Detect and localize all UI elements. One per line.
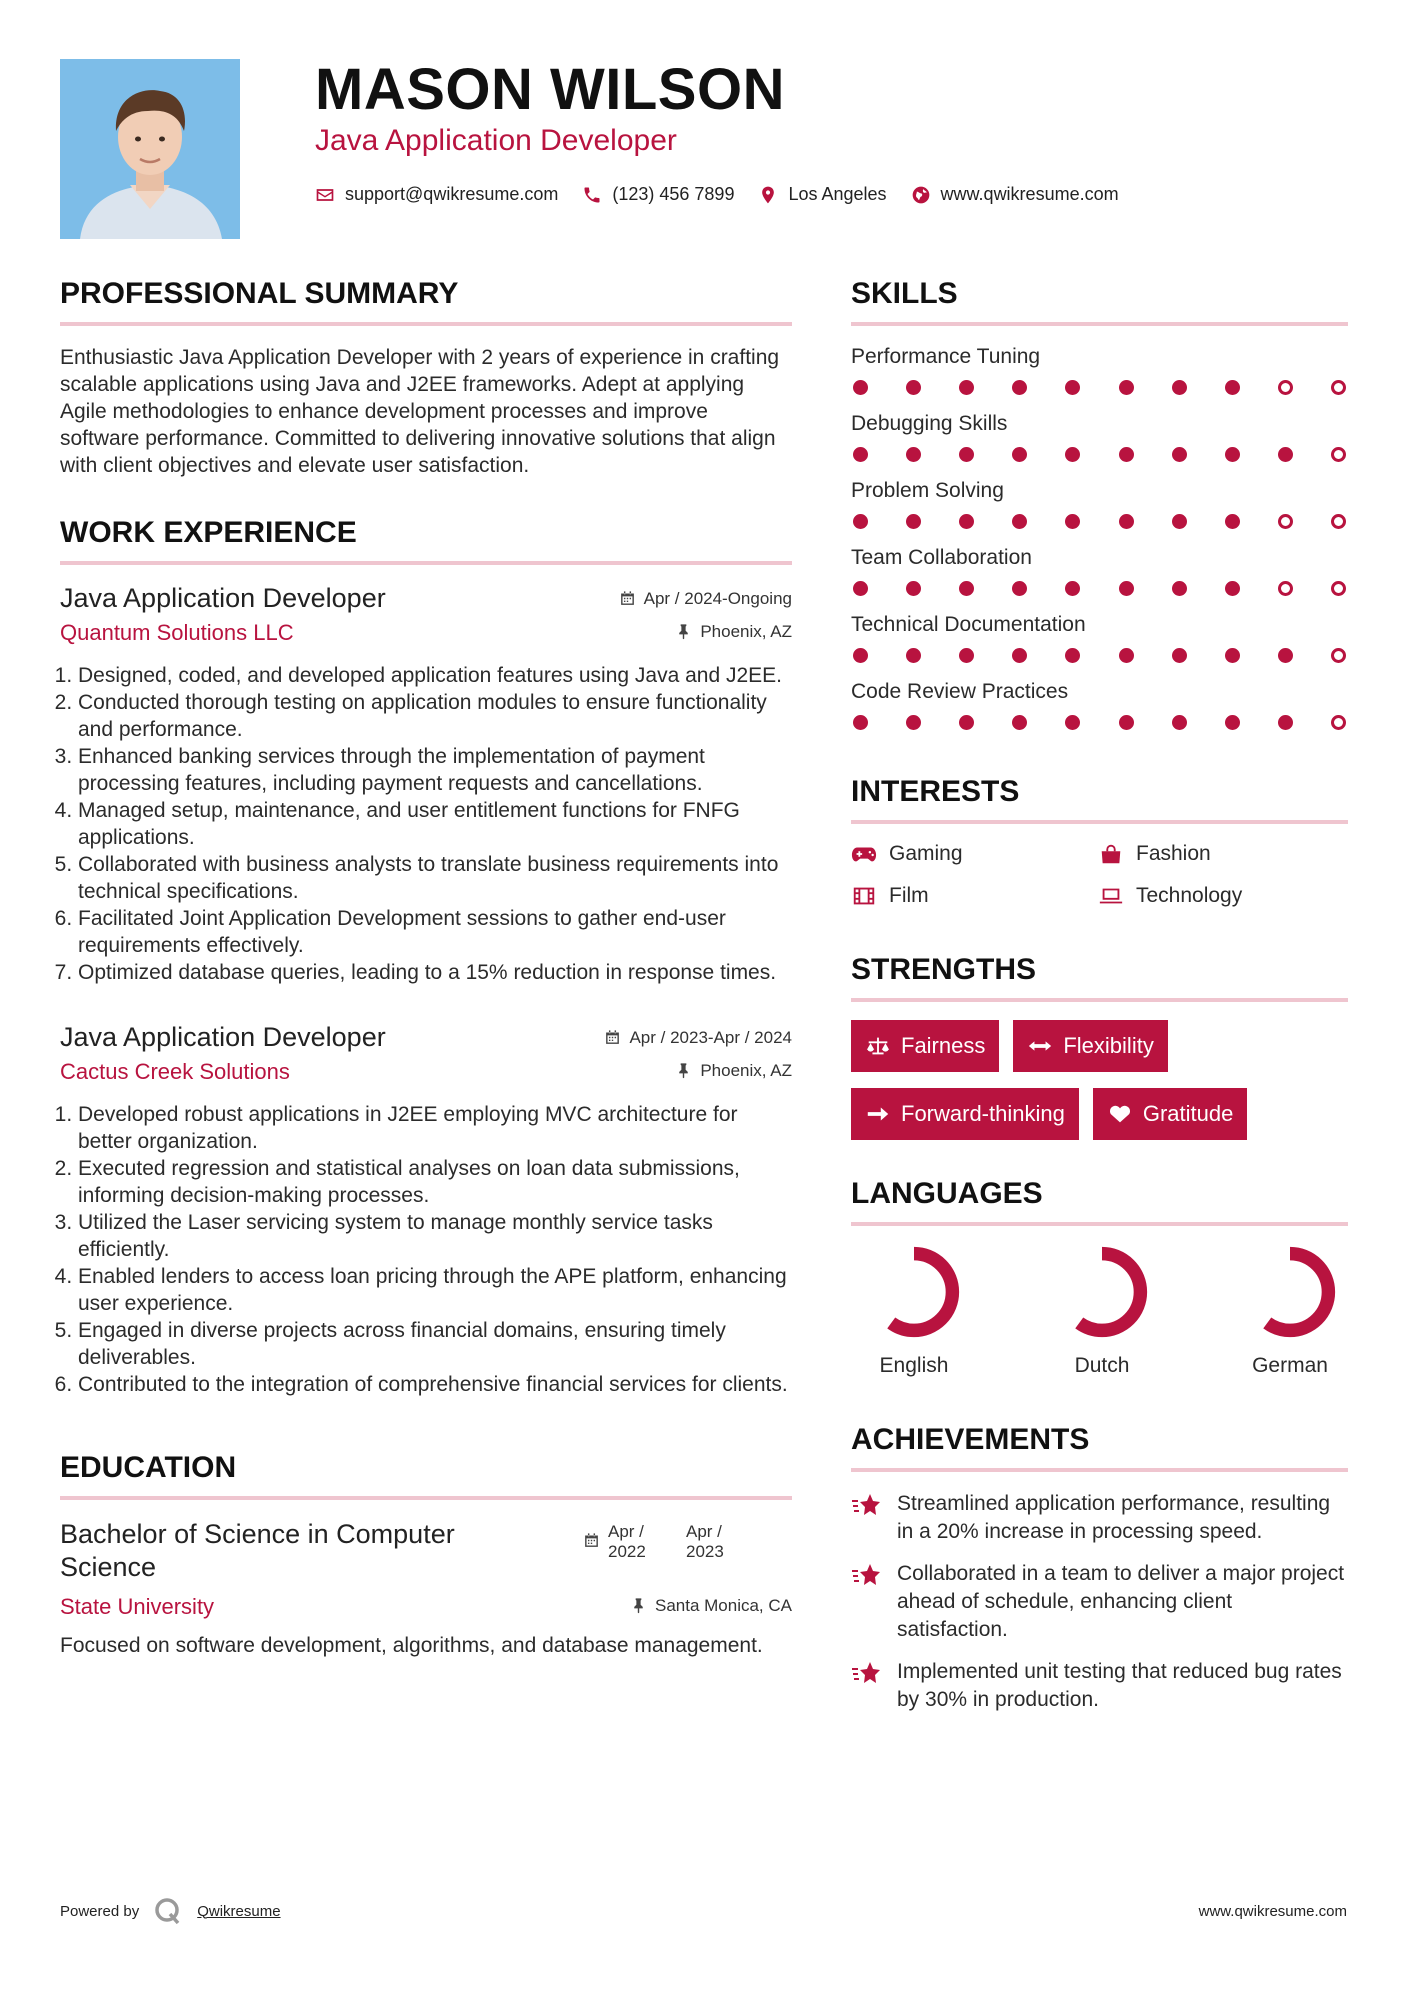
interest-label: Fashion [1136, 842, 1211, 865]
rating-dot-filled [1119, 447, 1134, 462]
section-title: STRENGTHS [851, 953, 1037, 986]
section-divider [60, 1496, 792, 1500]
rating-dot-filled [1065, 581, 1080, 596]
laptop-icon [1098, 885, 1124, 907]
interests-list [851, 842, 1348, 908]
rating-dot-filled [1012, 514, 1027, 529]
section-title: ACHIEVEMENTS [851, 1423, 1090, 1456]
phone-text: (123) 456 7899 [612, 184, 735, 204]
arrow-right-icon [865, 1103, 891, 1125]
strength-label: Gratitude [1142, 1101, 1234, 1126]
qwikresume-logo-icon [153, 1896, 183, 1926]
list-item: 6. Facilitated Joint Application Development sessions to gather end-user requirements effectively. [78, 905, 792, 959]
skills-list [851, 344, 1348, 730]
section-divider [60, 561, 792, 565]
achievement-text: Implemented unit testing that reduced bug rates by 30% in production. [897, 1660, 1342, 1711]
rating-dot-filled [959, 380, 974, 395]
interests-section [851, 774, 1348, 908]
job-date [604, 1028, 792, 1048]
job-entry [60, 583, 792, 986]
rating-dot-filled [1065, 447, 1080, 462]
list-item: 5. Engaged in diverse projects across financial domains, ensuring timely deliverables. [78, 1317, 792, 1371]
rating-dot-filled [1225, 715, 1240, 730]
education-end: Apr / 2023 [686, 1522, 724, 1561]
interest-label: Technology [1136, 884, 1243, 907]
strength-tag [851, 1088, 1079, 1140]
school-location-text: Santa Monica, CA [654, 1595, 792, 1615]
education-description: Focused on software development, algorithms, and database management. [60, 1634, 763, 1657]
language-level-arc [1064, 1254, 1141, 1331]
rating-dot-filled [853, 581, 868, 596]
skill-rating [851, 581, 1348, 596]
skill-item [851, 545, 1348, 596]
language-name: Dutch [1074, 1354, 1130, 1377]
language-level-arc [1252, 1254, 1329, 1331]
summary-text: Enthusiastic Java Application Developer with 2 years of experience in crafting scalable applications using Java and J2EE frameworks. Adept at applying Agile methodologies to enhance development processes and improve software performance. Committed to delivering innovative solutions that align with client objectives and elevate user satisfaction. [60, 346, 780, 477]
rating-dot-filled [1119, 715, 1134, 730]
languages-section [851, 1176, 1348, 1378]
section-title: LANGUAGES [851, 1177, 1043, 1210]
rating-dot-filled [1065, 648, 1080, 663]
contact-email[interactable] [315, 184, 558, 205]
contact-website[interactable] [911, 184, 1119, 205]
film-icon [851, 885, 877, 907]
languages-list [851, 1244, 1348, 1378]
rating-dot-filled [1278, 447, 1293, 462]
rating-dot-empty [1331, 447, 1346, 462]
candidate-name: MASON WILSON [315, 57, 785, 122]
interest-item [1098, 884, 1345, 908]
rating-dot-empty [1331, 380, 1346, 395]
envelope-icon [315, 185, 335, 205]
rating-dot-empty [1278, 581, 1293, 596]
rating-dot-filled [1225, 380, 1240, 395]
rating-dot-filled [1172, 447, 1187, 462]
rating-dot-filled [1172, 514, 1187, 529]
rating-dot-filled [1278, 648, 1293, 663]
skills-section [851, 276, 1348, 730]
email-text: support@qwikresume.com [345, 184, 559, 204]
rating-dot-filled [906, 648, 921, 663]
pushpin-icon [630, 1597, 647, 1614]
rating-dot-filled [853, 447, 868, 462]
job-bullets [60, 662, 792, 986]
job-location [675, 622, 792, 642]
resume-header [315, 58, 1347, 205]
gamepad-icon [851, 843, 877, 865]
rating-dot-filled [906, 447, 921, 462]
rating-dot-filled [906, 581, 921, 596]
skill-name: Code Review Practices [851, 680, 1069, 703]
rating-dot-filled [1172, 715, 1187, 730]
section-divider [851, 820, 1348, 824]
language-name: English [879, 1354, 949, 1377]
skill-item [851, 344, 1348, 395]
globe-icon [911, 185, 931, 205]
language-item [1047, 1244, 1157, 1378]
rating-dot-filled [1119, 380, 1134, 395]
rating-dot-filled [853, 514, 868, 529]
strength-tag [1013, 1020, 1167, 1072]
section-title: WORK EXPERIENCE [60, 516, 357, 549]
portrait-illustration [60, 59, 240, 239]
rating-dot-filled [959, 447, 974, 462]
language-level-ring [1242, 1244, 1338, 1340]
section-divider [60, 322, 792, 326]
achievement-item [851, 1658, 1348, 1714]
location-text: Los Angeles [788, 184, 887, 204]
skill-rating [851, 514, 1348, 529]
star-icon [851, 1660, 883, 1686]
company-name: Quantum Solutions LLC [60, 620, 294, 645]
degree-title: Bachelor of Science in Computer Science [60, 1519, 455, 1582]
heart-icon [1107, 1103, 1133, 1125]
star-icon [851, 1562, 883, 1588]
phone-icon [582, 185, 602, 205]
list-item: 3. Enhanced banking services through the implementation of payment processing features, including payment requests and cancellations. [78, 743, 792, 797]
interest-item [1098, 842, 1345, 866]
rating-dot-filled [959, 648, 974, 663]
list-item: 4. Managed setup, maintenance, and user entitlement functions for FNFG applications. [78, 797, 792, 851]
balance-scale-icon [865, 1035, 891, 1057]
section-title: SKILLS [851, 277, 958, 310]
strength-label: Fairness [901, 1033, 986, 1058]
skill-item [851, 679, 1348, 730]
skill-name: Team Collaboration [851, 546, 1032, 569]
rating-dot-filled [1065, 715, 1080, 730]
list-item: 7. Optimized database queries, leading to a 15% reduction in response times. [78, 959, 792, 986]
rating-dot-filled [1012, 581, 1027, 596]
job-title: Java Application Developer [60, 583, 386, 613]
rating-dot-filled [853, 380, 868, 395]
list-item: 2. Conducted thorough testing on application modules to ensure functionality and performance. [78, 689, 792, 743]
rating-dot-filled [1119, 581, 1134, 596]
list-item: 1. Developed robust applications in J2EE employing MVC architecture for better organization. [78, 1101, 792, 1155]
interest-item [851, 884, 1098, 908]
job-date-text: Apr / 2024-Ongoing [643, 588, 792, 608]
skill-item [851, 612, 1348, 663]
right-column [851, 276, 1348, 1728]
skill-item [851, 411, 1348, 462]
rating-dot-filled [1065, 514, 1080, 529]
section-divider [851, 1222, 1348, 1226]
rating-dot-filled [959, 514, 974, 529]
powered-by-text: Powered by [60, 1902, 140, 1920]
language-item [859, 1244, 969, 1378]
language-item [1235, 1244, 1345, 1378]
candidate-title: Java Application Developer [315, 124, 677, 157]
job-location [675, 1061, 792, 1081]
rating-dot-filled [1225, 581, 1240, 596]
school-location [630, 1596, 792, 1616]
rating-dot-filled [1172, 648, 1187, 663]
star-icon [851, 1492, 883, 1518]
job-entry [60, 1022, 792, 1398]
contact-location [758, 184, 886, 205]
language-name: German [1252, 1354, 1328, 1377]
school-name: State University [60, 1594, 215, 1619]
strength-tag [851, 1020, 999, 1072]
footer-website[interactable]: www.qwikresume.com [1198, 1902, 1347, 1920]
arrows-horizontal-icon [1027, 1035, 1053, 1057]
strengths-list [851, 1020, 1348, 1140]
skill-rating [851, 447, 1348, 462]
skill-name: Technical Documentation [851, 613, 1086, 636]
education-start: Apr / 2022 [608, 1522, 646, 1561]
job-date [619, 589, 792, 609]
job-title: Java Application Developer [60, 1022, 386, 1052]
achievement-text: Streamlined application performance, resulting in a 20% increase in processing speed. [897, 1492, 1331, 1543]
job-bullets [60, 1101, 792, 1398]
section-divider [851, 1468, 1348, 1472]
map-pin-icon [758, 185, 778, 205]
rating-dot-filled [906, 380, 921, 395]
achievement-text: Collaborated in a team to deliver a major project ahead of schedule, enhancing client satisfaction. [897, 1562, 1345, 1641]
contact-row [315, 184, 1347, 205]
profile-photo [60, 59, 240, 239]
footer [60, 1896, 1347, 1926]
rating-dot-empty [1331, 715, 1346, 730]
shopping-bag-icon [1098, 843, 1124, 865]
left-column [60, 276, 792, 1659]
brand-link[interactable]: Qwikresume [197, 1902, 281, 1920]
pushpin-icon [675, 623, 692, 640]
summary-section [60, 276, 792, 479]
job-location-text: Phoenix, AZ [700, 621, 792, 641]
list-item: 5. Collaborated with business analysts to translate business requirements into technical specifications. [78, 851, 792, 905]
rating-dot-empty [1331, 648, 1346, 663]
section-divider [851, 998, 1348, 1002]
rating-dot-filled [1172, 380, 1187, 395]
education-section [60, 1450, 792, 1659]
interest-item [851, 842, 1098, 866]
interest-label: Film [889, 884, 929, 907]
list-item: 1. Designed, coded, and developed application features using Java and J2EE. [78, 662, 792, 689]
website-text: www.qwikresume.com [940, 184, 1119, 204]
section-divider [851, 322, 1348, 326]
experience-section [60, 515, 792, 1398]
job-location-text: Phoenix, AZ [700, 1060, 792, 1080]
rating-dot-filled [1172, 581, 1187, 596]
calendar-icon [619, 590, 636, 607]
list-item: 2. Executed regression and statistical analyses on loan data submissions, informing decision-making processes. [78, 1155, 792, 1209]
rating-dot-empty [1278, 380, 1293, 395]
rating-dot-filled [1012, 715, 1027, 730]
rating-dot-filled [1225, 447, 1240, 462]
strength-label: Flexibility [1063, 1033, 1154, 1058]
language-level-ring [866, 1244, 962, 1340]
skill-rating [851, 648, 1348, 663]
rating-dot-filled [853, 715, 868, 730]
section-title: PROFESSIONAL SUMMARY [60, 277, 459, 310]
skill-name: Performance Tuning [851, 345, 1041, 368]
language-level-arc [876, 1254, 953, 1331]
rating-dot-filled [1278, 715, 1293, 730]
rating-dot-filled [1012, 648, 1027, 663]
rating-dot-empty [1278, 514, 1293, 529]
strengths-section [851, 952, 1348, 1140]
education-dates [583, 1522, 756, 1562]
skill-item [851, 478, 1348, 529]
rating-dot-filled [959, 581, 974, 596]
achievement-item [851, 1560, 1348, 1644]
calendar-icon [604, 1029, 621, 1046]
achievements-section [851, 1422, 1348, 1714]
company-name: Cactus Creek Solutions [60, 1059, 290, 1084]
skill-name: Problem Solving [851, 479, 1004, 502]
strength-tag [1093, 1088, 1248, 1140]
rating-dot-filled [1065, 380, 1080, 395]
rating-dot-filled [853, 648, 868, 663]
rating-dot-filled [1119, 648, 1134, 663]
rating-dot-empty [1331, 514, 1346, 529]
rating-dot-filled [1225, 648, 1240, 663]
rating-dot-filled [1225, 514, 1240, 529]
strength-label: Forward-thinking [901, 1101, 1065, 1126]
calendar-icon [583, 1532, 600, 1549]
rating-dot-filled [906, 715, 921, 730]
list-item: 3. Utilized the Laser servicing system to manage monthly service tasks efficiently. [78, 1209, 792, 1263]
rating-dot-filled [959, 715, 974, 730]
job-date-text: Apr / 2023-Apr / 2024 [629, 1027, 792, 1047]
section-title: INTERESTS [851, 775, 1020, 808]
list-item: 4. Enabled lenders to access loan pricing through the APE platform, enhancing user experience. [78, 1263, 792, 1317]
interest-label: Gaming [889, 842, 963, 865]
skill-rating [851, 715, 1348, 730]
skill-name: Debugging Skills [851, 412, 1008, 435]
language-level-ring [1054, 1244, 1150, 1340]
rating-dot-filled [906, 514, 921, 529]
contact-phone[interactable] [582, 184, 734, 205]
skill-rating [851, 380, 1348, 395]
achievement-item [851, 1490, 1348, 1546]
rating-dot-filled [1012, 447, 1027, 462]
pushpin-icon [675, 1062, 692, 1079]
rating-dot-filled [1012, 380, 1027, 395]
rating-dot-empty [1331, 581, 1346, 596]
section-title: EDUCATION [60, 1451, 237, 1484]
list-item: 6. Contributed to the integration of comprehensive financial services for clients. [78, 1371, 792, 1398]
rating-dot-filled [1119, 514, 1134, 529]
